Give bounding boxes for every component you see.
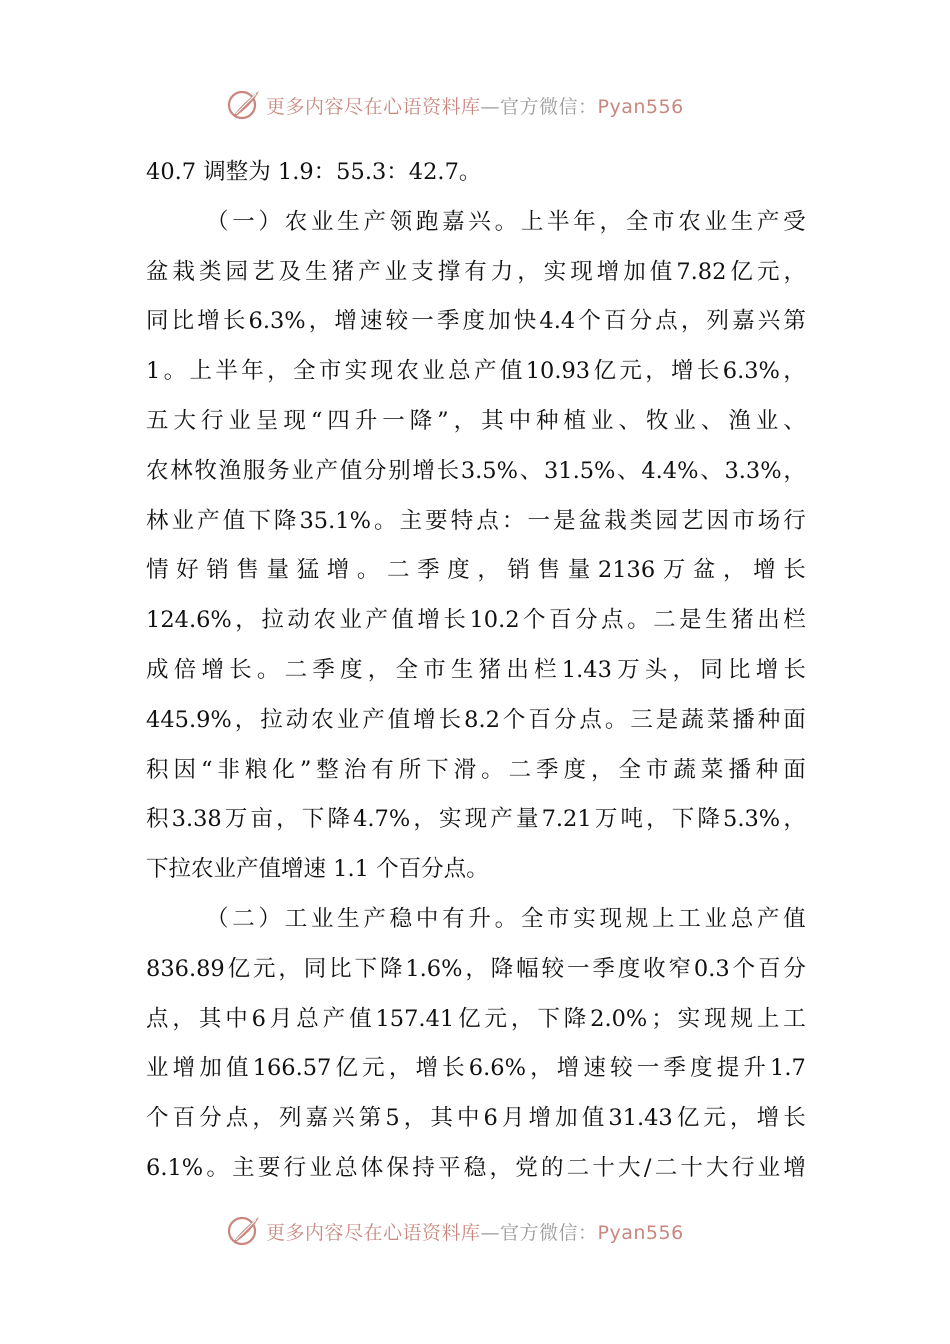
text-line: 情 好 销 售 量 猛 增 。 二 季 度 ， 销 售 量 2136 万 盆 ， 增 长 — [146, 557, 806, 584]
watermark-brand: 更多内容尽在心语资料库 — [266, 1221, 481, 1244]
watermark-wechat-label: 官方微信： — [500, 95, 598, 118]
feather-pen-logo-icon — [226, 1213, 262, 1249]
text-line: 农 林 牧 渔 服 务 业 产 值 分 别 增 长 3.5% 、 31.5% 、 4.4% 、 3.3% ， — [146, 457, 806, 484]
text-line: 业 增 加 值 166.57 亿 元 ， 增 长 6.6% ， 增 速 较 一 季 度 提 升 1.7 — [146, 1055, 806, 1082]
text-line: 1 。 上 半 年 ， 全 市 实 现 农 业 总 产 值 10.93 亿 元 ， 增 长 6.3% ， — [146, 358, 806, 385]
text-line: （ 二 ） 工 业 生 产 稳 中 有 升 。 全 市 实 现 规 上 工 业 总 产 值 — [206, 905, 806, 932]
text-line: 点 ， 其 中 6 月 总 产 值 157.41 亿 元 ， 下 降 2.0% ； 实 现 规 上 工 — [146, 1005, 806, 1032]
text-line: 6.1% 。 主 要 行 业 总 体 保 持 平 稳 ， 党 的 二 十 大 / 二 十 大 行 业 增 — [146, 1154, 806, 1181]
watermark-dash: — — [480, 95, 501, 118]
text-line: 同 比 增 长 6.3% ， 增 速 较 一 季 度 加 快 4.4 个 百 分 点 ， 列 嘉 兴 第 — [146, 308, 806, 335]
text-line: 积 3.38 万 亩 ， 下 降 4.7% ， 实 现 产 量 7.21 万 吨 ， 下 降 5.3% ， — [146, 806, 806, 833]
text-line: 个 百 分 点 ， 列 嘉 兴 第 5 ， 其 中 6 月 增 加 值 31.43 亿 元 ， 增 长 — [146, 1105, 806, 1132]
watermark-wechat-id: Pyan556 — [597, 95, 684, 118]
watermark-header — [0, 85, 950, 125]
text-line: 836.89 亿 元 ， 同 比 下 降 1.6% ， 降 幅 较 一 季 度 收 窄 0.3 个 百 分 — [146, 955, 806, 982]
watermark-brand: 更多内容尽在心语资料库 — [266, 95, 481, 118]
watermark-wechat-label: 官方微信： — [500, 1221, 598, 1244]
text-line: 成 倍 增 长 。 二 季 度 ， 全 市 生 猪 出 栏 1.43 万 头 ， 同 比 增 长 — [146, 656, 806, 683]
text-line: 积 因 “ 非 粮 化 ” 整 治 有 所 下 滑 。 二 季 度 ， 全 市 蔬 菜 播 种 面 — [146, 756, 806, 783]
text-line: 盆 栽 类 园 艺 及 生 猪 产 业 支 撑 有 力 ， 实 现 增 加 值 7.82 亿 元 ， — [146, 258, 806, 285]
watermark-dash: — — [480, 1221, 501, 1244]
text-line: 林 业 产 值 下 降 35.1% 。 主 要 特 点 ： 一 是 盆 栽 类 园 艺 因 市 场 行 — [146, 507, 806, 534]
document-body — [146, 148, 806, 1194]
watermark-wechat-id: Pyan556 — [597, 1221, 684, 1244]
text-line: （ 一 ） 农 业 生 产 领 跑 嘉 兴 。 上 半 年 ， 全 市 农 业 生 产 受 — [206, 208, 806, 235]
watermark-footer — [0, 1211, 950, 1251]
feather-pen-logo-icon — [226, 87, 262, 123]
text-line: 40.7 调整为 1.9：55.3：42.7。 — [146, 159, 482, 185]
text-line: 五 大 行 业 呈 现 “ 四 升 一 降 ” ， 其 中 种 植 业 、 牧 业 、 渔 业 、 — [146, 407, 806, 434]
text-line: 124.6% ， 拉 动 农 业 产 值 增 长 10.2 个 百 分 点 。 二 是 生 猪 出 栏 — [146, 607, 806, 634]
text-line: 445.9% ， 拉 动 农 业 产 值 增 长 8.2 个 百 分 点 。 三 是 蔬 菜 播 种 面 — [146, 706, 806, 733]
text-line: 下拉农业产值增速 1.1 个百分点。 — [146, 856, 489, 883]
